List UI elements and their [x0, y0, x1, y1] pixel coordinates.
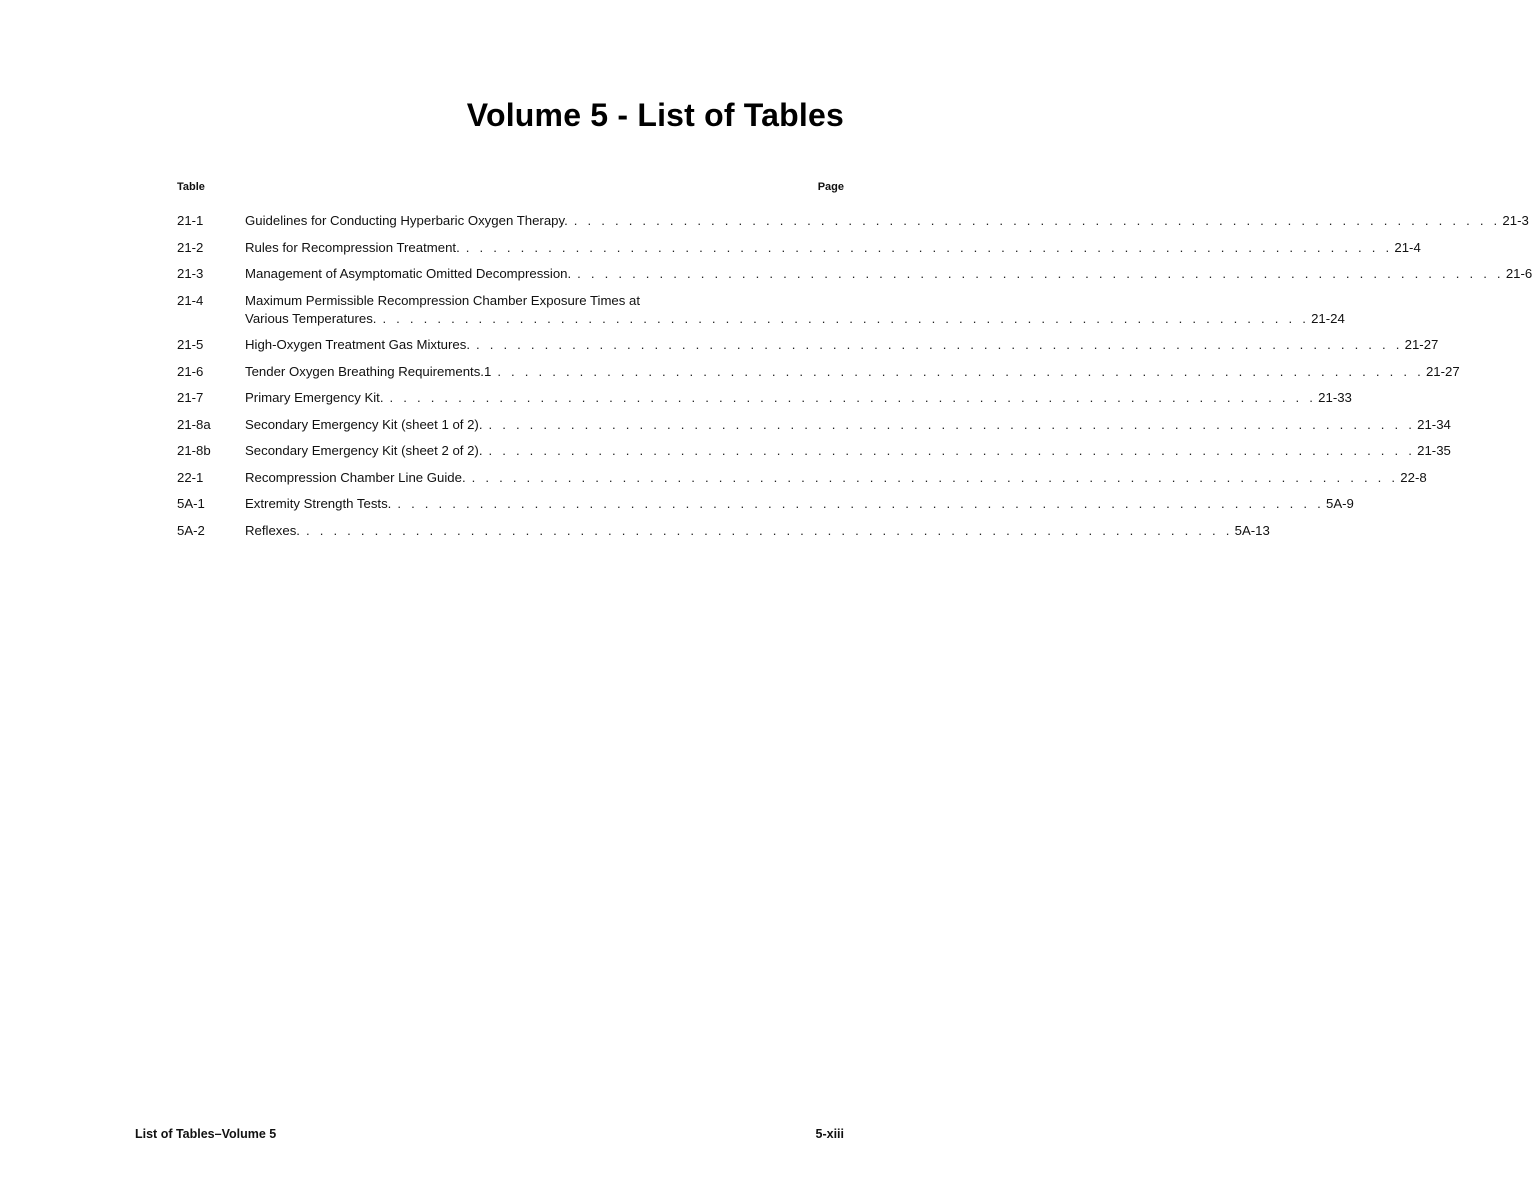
page-reference[interactable]: 21-27	[1404, 337, 1439, 352]
dot-leader: . . . . . . . . . . . . . . . . . . . . . . . . . . . . . . . . . . . . . . . . . . . . . . . . . . . . . . . . . . . . . . . . . . . .	[577, 266, 1504, 281]
page-reference[interactable]: 21-27	[1425, 363, 1460, 379]
dot-leader: . . . . . . . . . . . . . . . . . . . . . . . . . . . . . . . . . . . . . . . . . . . . . . . . . . . . . . . . . . . . . . . . . . . .	[389, 390, 1317, 405]
dot-leader: . . . . . . . . . . . . . . . . . . . . . . . . . . . . . . . . . . . . . . . . . . . . . . . . . . . . . . . . . . . . . . . . . . . .	[497, 363, 1424, 379]
table-title: Primary Emergency Kit.	[245, 390, 384, 405]
table-number: 5A-2	[177, 522, 205, 538]
table-title: High-Oxygen Treatment Gas Mixtures.	[245, 337, 470, 352]
table-number: 21-6	[177, 363, 204, 379]
table-number: 21-5	[177, 337, 204, 352]
page-reference[interactable]: 5A-13	[1234, 522, 1270, 538]
page-reference[interactable]: 21-35	[1417, 443, 1451, 458]
table-title: Extremity Strength Tests.	[245, 496, 392, 511]
table-title-line	[245, 522, 1270, 540]
toc-entry[interactable]	[177, 416, 1451, 434]
table-title-line	[245, 212, 1529, 230]
toc-entry-body	[245, 292, 1345, 328]
toc-entry-body	[245, 416, 1451, 434]
toc-entry[interactable]	[177, 495, 1354, 513]
table-number: 21-3	[177, 266, 204, 281]
page-reference[interactable]: 21-6	[1505, 266, 1532, 281]
toc-entry-body	[245, 495, 1354, 513]
dot-leader: . . . . . . . . . . . . . . . . . . . . . . . . . . . . . . . . . . . . . . . . . . . . . . . . . . . . . . . . . . . . . . . . . . . .	[397, 496, 1324, 511]
list-of-tables	[177, 212, 1532, 548]
dot-leader: . . . . . . . . . . . . . . . . . . . . . . . . . . . . . . . . . . . . . . . . . . . . . . . . . . . . . . . . . . . . . . . . . . . .	[465, 239, 1393, 255]
table-title-line: Maximum Permissible Recompression Chamber Exposure Times at	[245, 292, 641, 308]
toc-entry-body	[245, 212, 1529, 230]
table-title: Secondary Emergency Kit (sheet 1 of 2).	[245, 416, 483, 432]
page-reference[interactable]: 21-3	[1502, 213, 1529, 228]
table-title: Management of Asymptomatic Omitted Decompression.	[245, 266, 572, 281]
toc-entry[interactable]	[177, 336, 1439, 354]
table-number: 21-8a	[177, 416, 211, 432]
toc-entry-body	[245, 336, 1439, 354]
footer-page-number: 5-xiii	[815, 1127, 844, 1141]
table-title: Tender Oxygen Breathing Requirements.1	[245, 363, 492, 379]
table-title: Secondary Emergency Kit (sheet 2 of 2).	[245, 443, 483, 458]
toc-entry[interactable]	[177, 363, 1460, 381]
toc-entry-body	[245, 469, 1427, 487]
table-title-line	[245, 495, 1354, 513]
toc-entry-body	[245, 442, 1451, 460]
table-title-line	[245, 442, 1451, 460]
page-reference[interactable]: 21-24	[1311, 310, 1345, 326]
table-number: 21-7	[177, 390, 204, 405]
toc-entry[interactable]	[177, 292, 1345, 328]
dot-leader: . . . . . . . . . . . . . . . . . . . . . . . . . . . . . . . . . . . . . . . . . . . . . . . . . . . . . . . . . . . . . . . . . . . .	[488, 416, 1416, 432]
table-title-line	[245, 265, 1532, 283]
table-number: 21-2	[177, 239, 204, 255]
toc-entry[interactable]	[177, 265, 1532, 283]
table-number: 21-4	[177, 292, 204, 308]
dot-leader: . . . . . . . . . . . . . . . . . . . . . . . . . . . . . . . . . . . . . . . . . . . . . . . . . . . . . . . . . . . . . . . . . . . .	[573, 213, 1501, 228]
table-title-line	[245, 389, 1352, 407]
toc-entry[interactable]	[177, 239, 1421, 257]
page-reference[interactable]: 21-34	[1417, 416, 1451, 432]
table-title: Reflexes.	[245, 522, 300, 538]
table-column-header: Table	[177, 181, 205, 193]
toc-entry-body	[245, 389, 1352, 407]
page-reference[interactable]: 21-4	[1394, 239, 1421, 255]
table-title: Rules for Recompression Treatment.	[245, 239, 460, 255]
toc-entry-body	[245, 239, 1421, 257]
table-number: 21-1	[177, 213, 204, 228]
toc-entry[interactable]	[177, 212, 1529, 230]
table-title-line	[245, 363, 1460, 381]
toc-entry[interactable]	[177, 522, 1270, 540]
dot-leader: . . . . . . . . . . . . . . . . . . . . . . . . . . . . . . . . . . . . . . . . . . . . . . . . . . . . . . . . . . . . . . . . . . . .	[305, 522, 1233, 538]
dot-leader: . . . . . . . . . . . . . . . . . . . . . . . . . . . . . . . . . . . . . . . . . . . . . . . . . . . . . . . . . . . . . . . . . . . .	[476, 337, 1403, 352]
page-column-header: Page	[817, 181, 844, 193]
toc-entry-body	[245, 265, 1532, 283]
toc-entry[interactable]	[177, 442, 1451, 460]
table-title-line	[245, 416, 1451, 434]
page-reference[interactable]: 21-33	[1318, 390, 1352, 405]
table-number: 22-1	[177, 469, 204, 485]
table-title: Guidelines for Conducting Hyperbaric Oxygen Therapy.	[245, 213, 568, 228]
table-number: 21-8b	[177, 443, 211, 458]
toc-entry[interactable]	[177, 469, 1427, 487]
dot-leader: . . . . . . . . . . . . . . . . . . . . . . . . . . . . . . . . . . . . . . . . . . . . . . . . . . . . . . . . . . . . . . . . . . . .	[382, 310, 1310, 326]
page-reference[interactable]: 22-8	[1400, 469, 1427, 485]
table-title-line	[245, 239, 1421, 257]
table-title: Recompression Chamber Line Guide.	[245, 469, 466, 485]
dot-leader: . . . . . . . . . . . . . . . . . . . . . . . . . . . . . . . . . . . . . . . . . . . . . . . . . . . . . . . . . . . . . . . . . . . .	[471, 469, 1399, 485]
footer-title: List of Tables–Volume 5	[135, 1127, 277, 1141]
table-number: 5A-1	[177, 496, 205, 511]
toc-entry-body	[245, 363, 1460, 381]
page-title: Volume 5 - List of Tables	[466, 97, 844, 133]
table-title-line	[245, 469, 1427, 487]
page-reference[interactable]: 5A-9	[1325, 496, 1354, 511]
table-title-line	[245, 336, 1439, 354]
table-title: Various Temperatures.	[245, 310, 377, 326]
toc-entry-body	[245, 522, 1270, 540]
toc-entry[interactable]	[177, 389, 1352, 407]
table-title-line	[245, 310, 1345, 328]
dot-leader: . . . . . . . . . . . . . . . . . . . . . . . . . . . . . . . . . . . . . . . . . . . . . . . . . . . . . . . . . . . . . . . . . . . .	[488, 443, 1416, 458]
